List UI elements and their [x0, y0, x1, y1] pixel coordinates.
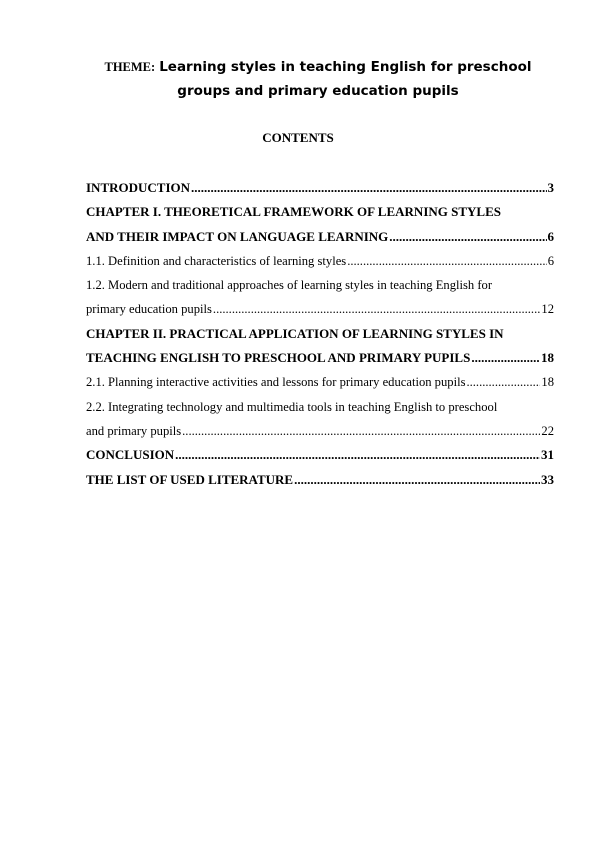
toc-entry-line: [86, 249, 554, 273]
toc-entry-introduction: [86, 176, 554, 200]
toc-page-number: 33: [541, 471, 554, 487]
theme-heading: [70, 55, 566, 103]
toc-dot-leader: [471, 346, 540, 370]
toc-page-number: 22: [541, 423, 554, 438]
toc-entry-line: [86, 419, 554, 443]
toc-entry-line: [86, 225, 554, 249]
toc-dot-leader: [466, 370, 540, 394]
toc-entry-line: [86, 370, 554, 394]
toc-page-number: 6: [547, 253, 554, 268]
toc-dot-leader: [347, 249, 547, 273]
toc-page-number: 18: [541, 375, 554, 390]
toc-dot-leader: [182, 419, 540, 443]
toc-entry-text: 2.1. Planning interactive activities and lessons for primary education pupils: [86, 375, 466, 390]
toc-entry-chapter-2: [86, 322, 554, 371]
toc-entry-section-2-1: [86, 370, 554, 394]
toc-entry-section-1-1: [86, 249, 554, 273]
toc-entry-line: [86, 468, 554, 492]
toc-page-number: 12: [541, 302, 554, 317]
toc-entry-text: TEACHING ENGLISH TO PRESCHOOL AND PRIMARY PUPILS: [86, 350, 471, 366]
toc-entry-text: CHAPTER II. PRACTICAL APPLICATION OF LEARNING STYLES IN: [86, 325, 504, 341]
toc-entry-text: THE LIST OF USED LITERATURE: [86, 471, 294, 487]
toc-dot-leader: [175, 443, 540, 467]
toc-entry-text: CHAPTER I. THEORETICAL FRAMEWORK OF LEARNING STYLES: [86, 204, 501, 220]
theme-label: THEME:: [104, 60, 156, 74]
toc-entry-conclusion: [86, 443, 554, 467]
table-of-contents: [86, 176, 554, 492]
toc-entry-text: 1.1. Definition and characteristics of learning styles: [86, 253, 347, 268]
toc-entry-text: AND THEIR IMPACT ON LANGUAGE LEARNING: [86, 228, 389, 244]
toc-entry-text: primary education pupils: [86, 302, 212, 317]
toc-dot-leader: [191, 176, 546, 200]
toc-entry-section-2-2: [86, 395, 554, 444]
theme-title-line2: groups and primary education pupils: [177, 83, 459, 99]
toc-entry-text: CONCLUSION: [86, 447, 175, 463]
toc-entry-line: [86, 443, 554, 467]
toc-entry-text: INTRODUCTION: [86, 180, 191, 195]
contents-heading: CONTENTS: [262, 130, 334, 145]
toc-dot-leader: [389, 225, 546, 249]
toc-entry-chapter-1: [86, 200, 554, 249]
toc-page-number: 18: [541, 350, 554, 366]
toc-entry-line: [86, 346, 554, 370]
toc-page-number: 31: [541, 447, 554, 463]
toc-page-number: 3: [547, 180, 554, 195]
toc-entry-text: 1.2. Modern and traditional approaches of learning styles in teaching English for: [86, 278, 493, 293]
toc-dot-leader: [213, 297, 540, 321]
toc-entry-line: [86, 297, 554, 321]
toc-entry-text: and primary pupils: [86, 423, 182, 438]
toc-entry-text: 2.2. Integrating technology and multimedia tools in teaching English to preschool: [86, 399, 498, 414]
theme-title-line1: Learning styles in teaching English for preschool: [159, 59, 532, 75]
toc-entry-section-1-2: [86, 273, 554, 322]
toc-page-number: 6: [547, 228, 554, 244]
toc-dot-leader: [294, 468, 540, 492]
toc-entry-line: [86, 176, 554, 200]
toc-entry-literature: [86, 468, 554, 492]
